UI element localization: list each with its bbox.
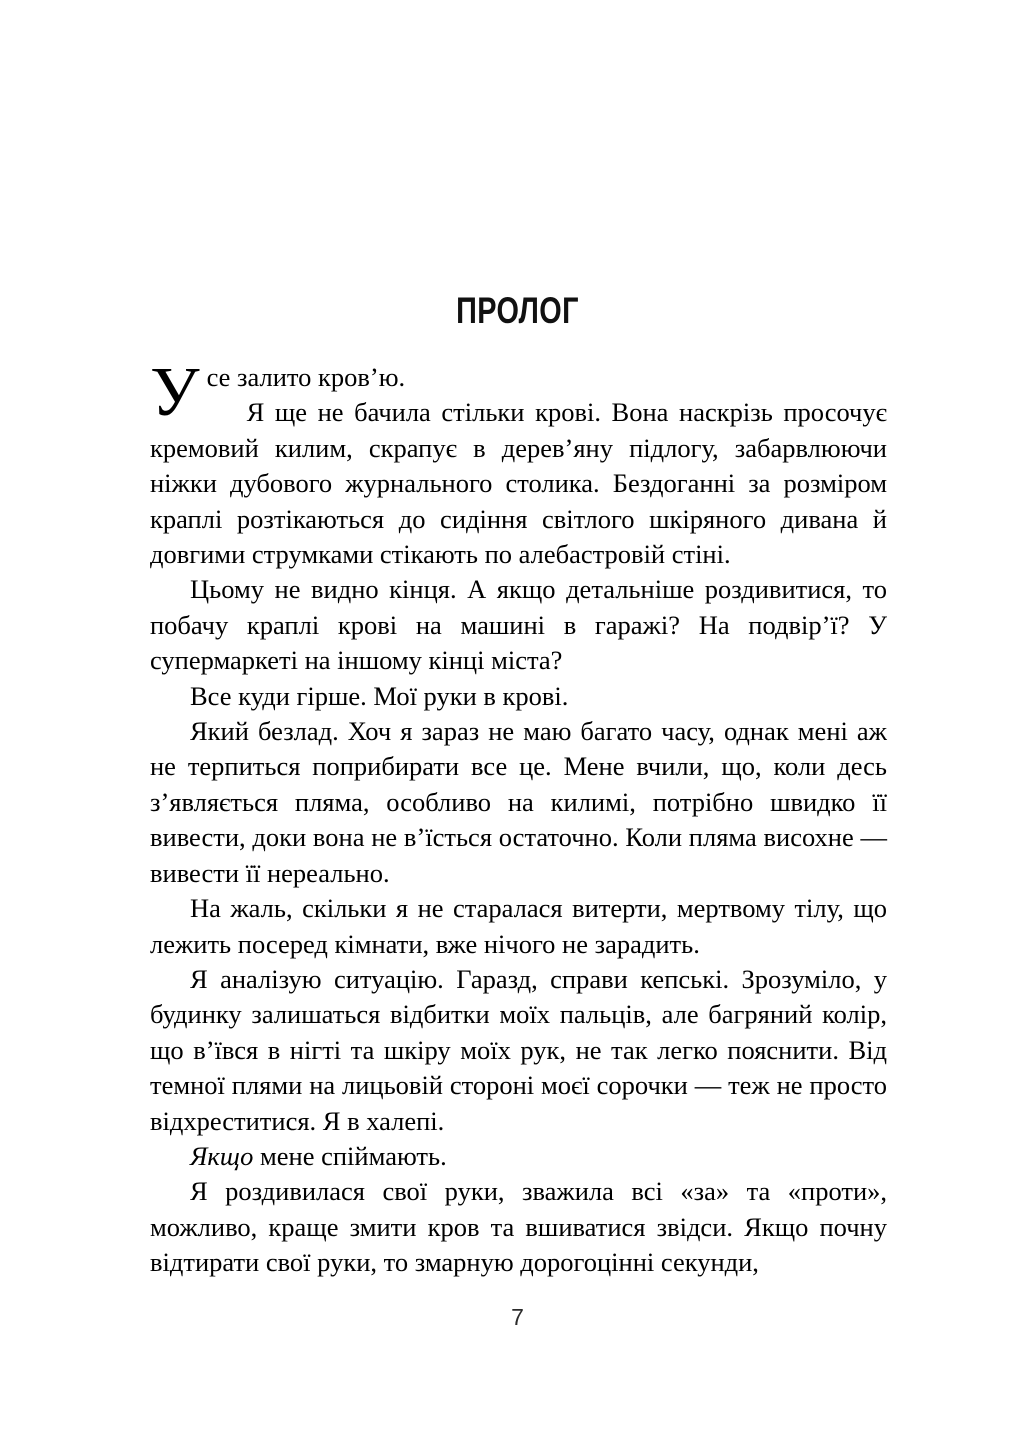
paragraph-7-text: Я аналізую ситуацію. Гаразд, справи кепські. Зрозуміло, у будинку залишаться відбитки моїх пальців, але багряний колір, що в’ївся в нігті та шкіру моїх рук, не так легко пояснити. Від темної плями на лицьовій стороні моєї сорочки — теж не просто відхреститися. Я в халепі. (150, 963, 887, 1136)
paragraph-8-text: мене спіймають. (253, 1140, 447, 1171)
paragraph-1 (150, 354, 887, 431)
paragraph-4 (150, 679, 887, 714)
paragraph-9-text: Я роздивилася свої руки, зважила всі «за» та «проти», можливо, краще змити кров та вшиватися звідси. Якщо почну відтирати свої руки, то змарную дорогоцінні секунди, (150, 1176, 887, 1278)
chapter-heading: ПРОЛОГ (456, 290, 579, 331)
paragraph-2-text: Я ще не бачила стільки крові. Вона наскрізь просочує кремовий килим, скрапує в дерев’яну підлогу, забарвлюючи ніжки дубового журнального столика. Бездоганні за розміром краплі розтікаються до сидіння світлого шкіряного дивана й довгими струмками стікають по алебастровій стіні. (150, 397, 887, 570)
paragraph-7 (150, 962, 887, 1139)
body-text-block (150, 354, 887, 1281)
paragraph-6-text: На жаль, скільки я не старалася витерти, мертвому тілу, що лежить посеред кімнати, вже нічого не зарадить. (150, 893, 887, 959)
paragraph-2 (150, 395, 887, 572)
paragraph-3 (150, 572, 887, 678)
paragraph-4-text: Все куди гірше. Мої руки в крові. (190, 680, 569, 711)
paragraph-5-text: Який безлад. Хоч я зараз не маю багато часу, однак мені аж не терпиться поприбирати все це. Мене вчили, що, коли десь з’являється пляма, особливо на килимі, потрібно швидко її вивести, доки вона не в’їсться остаточно. Коли пляма висохне — вивести її нереально. (150, 716, 887, 888)
paragraph-8 (150, 1139, 887, 1174)
page-number: 7 (511, 1304, 524, 1330)
paragraph-6 (150, 891, 887, 962)
paragraph-3-text: Цьому не видно кінця. А якщо детальніше роздивитися, то побачу краплі крові на машині в гаражі? На подвір’ї? У супермаркеті на іншому кінці міста? (150, 574, 887, 676)
drop-cap: У (150, 354, 200, 431)
paragraph-1-text: се залито кров’ю. (206, 362, 406, 392)
paragraph-9 (150, 1174, 887, 1280)
paragraph-5 (150, 714, 887, 891)
paragraph-8-emphasis: Якщо (190, 1140, 254, 1171)
